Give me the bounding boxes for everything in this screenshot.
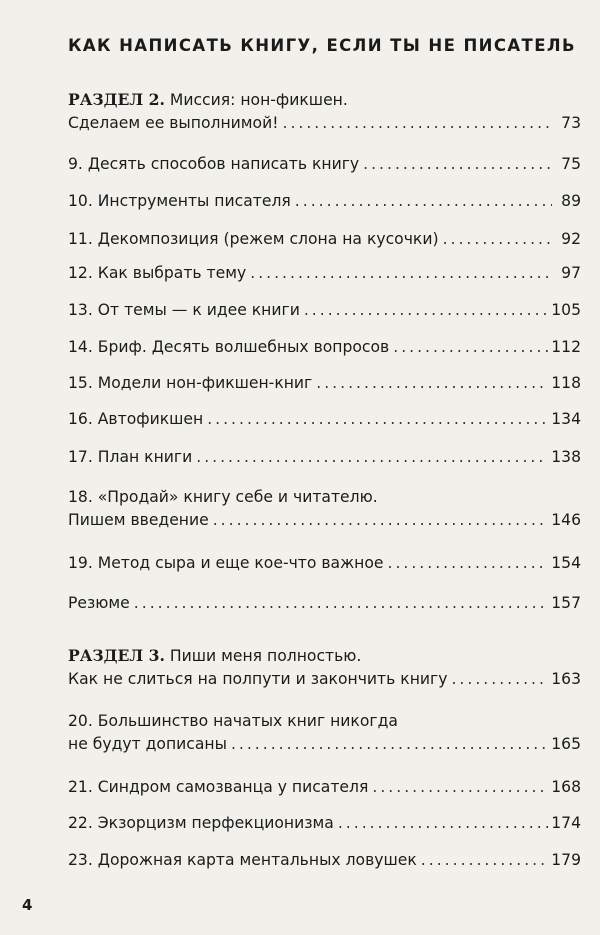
leader-dots	[372, 776, 548, 799]
entry-title: 21. Синдром самозванца у писателя	[68, 778, 369, 796]
toc-section-3	[68, 644, 581, 691]
page-number: 157	[551, 594, 581, 612]
leader-dots	[387, 552, 548, 575]
toc-entry	[68, 776, 581, 799]
entry-title: 17. План книги	[68, 448, 193, 466]
section-title-line1: Пиши меня полностью.	[169, 647, 362, 665]
section-label: РАЗДЕЛ 3.	[68, 646, 165, 665]
entry-title: 14. Бриф. Десять волшебных вопросов	[68, 338, 390, 356]
page-number: 105	[551, 301, 581, 319]
entry-title: 10. Инструменты писателя	[68, 192, 291, 210]
page-number: 138	[551, 448, 581, 466]
toc-entry	[68, 812, 581, 835]
leader-dots	[134, 592, 548, 615]
entry-title: 16. Автофикшен	[68, 410, 204, 428]
page-number: 165	[551, 735, 581, 753]
entry-title: 19. Метод сыра и еще кое-что важное	[68, 554, 384, 572]
section-title-line2: Как не слиться на полпути и закончить книгу	[68, 670, 448, 688]
leader-dots	[250, 262, 552, 285]
entry-title-line1: 20. Большинство начатых книг никогда	[68, 712, 398, 730]
leader-dots	[295, 190, 552, 213]
section-title-line2: Сделаем ее выполнимой!	[68, 114, 279, 132]
toc-entry	[68, 299, 581, 322]
entry-title-line2: не будут дописаны	[68, 735, 227, 753]
leader-dots	[443, 228, 552, 251]
section-label: РАЗДЕЛ 2.	[68, 90, 165, 109]
entry-title: Резюме	[68, 594, 130, 612]
page-number: 163	[551, 670, 581, 688]
page-number: 179	[551, 851, 581, 869]
leader-dots	[304, 299, 548, 322]
page-number: 134	[551, 410, 581, 428]
toc-entry	[68, 153, 581, 176]
leader-dots	[207, 408, 548, 431]
page-number: 146	[551, 511, 581, 529]
toc-entry	[68, 710, 581, 756]
toc-entry	[68, 592, 581, 615]
leader-dots	[282, 112, 552, 135]
leader-dots	[363, 153, 552, 176]
page-folio: 4	[22, 896, 33, 914]
leader-dots	[231, 733, 548, 756]
leader-dots	[338, 812, 548, 835]
toc-entry	[68, 372, 581, 395]
toc-entry	[68, 262, 581, 285]
running-header: КАК НАПИСАТЬ КНИГУ, ЕСЛИ ТЫ НЕ ПИСАТЕЛЬ	[68, 36, 576, 55]
page-number: 97	[561, 264, 581, 282]
page-number: 92	[561, 230, 581, 248]
toc-entry	[68, 336, 581, 359]
toc-entry	[68, 190, 581, 213]
entry-title-line1: 18. «Продай» книгу себе и читателю.	[68, 488, 378, 506]
leader-dots	[316, 372, 548, 395]
page-number: 89	[561, 192, 581, 210]
page-number: 118	[551, 374, 581, 392]
entry-title: 13. От темы — к идее книги	[68, 301, 300, 319]
leader-dots	[196, 446, 548, 469]
page-number: 75	[561, 155, 581, 173]
toc-entry	[68, 446, 581, 469]
entry-title: 15. Модели нон-фикшен-книг	[68, 374, 313, 392]
toc-section-2	[68, 88, 581, 135]
leader-dots	[393, 336, 548, 359]
page-number: 154	[551, 554, 581, 572]
toc-entry	[68, 228, 581, 251]
page-number: 73	[561, 114, 581, 132]
section-title-line1: Миссия: нон-фикшен.	[169, 91, 348, 109]
entry-title: 22. Экзорцизм перфекционизма	[68, 814, 334, 832]
page-number: 174	[551, 814, 581, 832]
entry-title-line2: Пишем введение	[68, 511, 209, 529]
page-number: 168	[551, 778, 581, 796]
toc-entry	[68, 408, 581, 431]
leader-dots	[213, 509, 549, 532]
entry-title: 23. Дорожная карта ментальных ловушек	[68, 851, 417, 869]
entry-title: 12. Как выбрать тему	[68, 264, 247, 282]
entry-title: 9. Десять способов написать книгу	[68, 155, 360, 173]
page-number: 112	[551, 338, 581, 356]
toc-entry	[68, 849, 581, 872]
toc-entry	[68, 486, 581, 532]
toc-entry	[68, 552, 581, 575]
entry-title: 11. Декомпозиция (режем слона на кусочки)	[68, 230, 439, 248]
leader-dots	[421, 849, 548, 872]
leader-dots	[451, 668, 548, 691]
